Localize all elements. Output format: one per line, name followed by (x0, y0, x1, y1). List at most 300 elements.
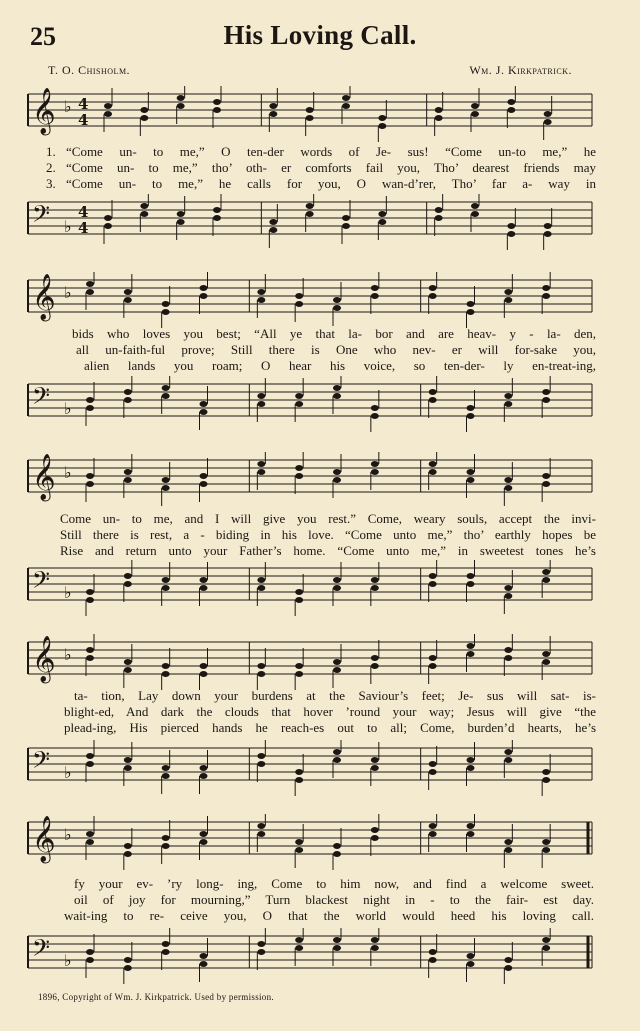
note-head (86, 405, 94, 411)
verse-number: 3. (46, 176, 56, 191)
note-head (342, 215, 350, 221)
flat-icon: ♭ (64, 825, 72, 844)
lyric-line (46, 176, 596, 192)
time-signature-top: 4 (78, 95, 89, 113)
note-head (467, 405, 475, 411)
note-head (542, 397, 550, 403)
note-head (429, 655, 437, 661)
note-head (162, 949, 170, 955)
note-head (504, 847, 512, 853)
note-head (542, 839, 550, 845)
note-head (333, 667, 341, 673)
note-head (200, 293, 208, 299)
note-head (467, 469, 475, 475)
note-head (371, 937, 379, 943)
note-head (124, 667, 132, 673)
note-head (544, 111, 552, 117)
note-head (378, 115, 386, 121)
note-head (295, 473, 303, 479)
lyric-text: ta- tion, Lay down your burdens at the Saviour’s feet; Je- sus will sat- is- (74, 688, 596, 703)
note-head (200, 285, 208, 291)
note-head (257, 823, 265, 829)
note-head (429, 581, 437, 587)
note-head (429, 949, 437, 955)
note-head (504, 839, 512, 845)
note-head (124, 659, 132, 665)
note-head (104, 215, 112, 221)
note-head (177, 95, 185, 101)
note-head (104, 111, 112, 117)
note-head (504, 297, 512, 303)
note-head (507, 223, 515, 229)
treble-staff (24, 272, 596, 328)
note-head (429, 761, 437, 767)
note-head (544, 223, 552, 229)
note-head (467, 651, 475, 657)
note-head (295, 777, 303, 783)
bass-staff (24, 194, 596, 250)
note-head (371, 285, 379, 291)
note-head (429, 573, 437, 579)
hymn-title: His Loving Call. (223, 20, 417, 50)
music-system-5 (24, 814, 596, 870)
note-head (371, 577, 379, 583)
note-head (124, 965, 132, 971)
note-head (200, 961, 208, 967)
lyric-text: Rise and return unto your Father’s home. “Come unto me,” in sweetest tones he’s (60, 543, 596, 558)
note-head (162, 773, 170, 779)
note-head (542, 651, 550, 657)
bass-staff (24, 376, 596, 432)
treble-clef-icon: 𝄞 (32, 274, 56, 320)
note-head (213, 99, 221, 105)
note-head (371, 655, 379, 661)
note-head (295, 663, 303, 669)
music-system-1-bass (24, 194, 596, 250)
treble-clef-icon: 𝄞 (32, 636, 56, 682)
note-head (504, 393, 512, 399)
note-head (507, 107, 515, 113)
note-head (542, 293, 550, 299)
note-head (104, 103, 112, 109)
note-head (295, 945, 303, 951)
note-head (257, 289, 265, 295)
note-head (140, 115, 148, 121)
note-head (371, 469, 379, 475)
note-head (467, 413, 475, 419)
note-head (162, 393, 170, 399)
note-head (124, 581, 132, 587)
treble-clef-icon: 𝄞 (32, 816, 56, 862)
note-head (333, 577, 341, 583)
note-head (177, 103, 185, 109)
note-head (507, 99, 515, 105)
note-head (124, 843, 132, 849)
note-head (429, 397, 437, 403)
note-head (333, 297, 341, 303)
bass-staff (24, 560, 596, 616)
note-head (542, 945, 550, 951)
note-head (295, 293, 303, 299)
treble-clef-icon: 𝄞 (32, 454, 56, 500)
note-head (429, 823, 437, 829)
note-head (162, 301, 170, 307)
lyric-text: “Come un- to me,” tho’ oth- er comforts fail you, Tho’ dearest friends may (66, 160, 596, 175)
note-head (471, 103, 479, 109)
note-head (162, 577, 170, 583)
note-head (200, 671, 208, 677)
lyric-line (46, 144, 596, 160)
lyric-text: “Come un- to me,” O ten-der words of Je- sus! “Come un-to me,” he (66, 144, 596, 159)
note-head (86, 397, 94, 403)
note-head (371, 835, 379, 841)
treble-clef-icon: 𝄞 (32, 88, 56, 134)
music-system-5-bass (24, 928, 596, 984)
note-head (162, 309, 170, 315)
note-head (504, 655, 512, 661)
note-head (542, 481, 550, 487)
note-head (200, 773, 208, 779)
note-head (333, 393, 341, 399)
flat-icon: ♭ (64, 97, 72, 116)
note-head (257, 585, 265, 591)
bass-staff (24, 740, 596, 796)
note-head (306, 203, 314, 209)
note-head (295, 671, 303, 677)
treble-staff (24, 452, 596, 508)
flat-icon: ♭ (64, 399, 72, 418)
time-signature-bottom: 4 (78, 219, 89, 237)
note-head (333, 469, 341, 475)
note-head (544, 231, 552, 237)
note-head (542, 847, 550, 853)
note-head (213, 215, 221, 221)
note-head (378, 211, 386, 217)
note-head (124, 289, 132, 295)
note-head (295, 301, 303, 307)
note-head (86, 839, 94, 845)
note-head (269, 227, 277, 233)
note-head (257, 831, 265, 837)
note-head (371, 585, 379, 591)
note-head (333, 385, 341, 391)
note-head (504, 585, 512, 591)
flat-icon: ♭ (64, 583, 72, 602)
note-head (124, 389, 132, 395)
note-head (86, 655, 94, 661)
note-head (467, 477, 475, 483)
note-head (467, 953, 475, 959)
note-head (86, 281, 94, 287)
lyric-line (64, 704, 596, 720)
note-head (429, 285, 437, 291)
note-head (213, 107, 221, 113)
lyrics-system-4 (64, 688, 596, 736)
note-head (333, 305, 341, 311)
note-head (257, 663, 265, 669)
lyric-line (64, 688, 596, 704)
lyric-line (60, 527, 596, 543)
treble-staff (24, 634, 596, 690)
note-head (124, 851, 132, 857)
note-head (333, 757, 341, 763)
note-head (342, 223, 350, 229)
note-head (124, 757, 132, 763)
note-head (86, 647, 94, 653)
note-head (504, 647, 512, 653)
note-head (86, 949, 94, 955)
note-head (435, 215, 443, 221)
lyric-text: blight-ed, And dark the clouds that hover ’round your way; Jesus will give “the (64, 704, 596, 719)
note-head (257, 393, 265, 399)
music-system-3-bass (24, 560, 596, 616)
note-head (295, 839, 303, 845)
treble-staff (24, 86, 596, 142)
verse-number: 2. (46, 160, 56, 175)
note-head (467, 765, 475, 771)
note-head (333, 585, 341, 591)
note-head (542, 285, 550, 291)
note-head (200, 953, 208, 959)
lyrics-system-3 (60, 511, 596, 559)
lyric-text: oil of joy for mourning,” Turn blackest night in - to the fair- est day. (74, 892, 594, 907)
note-head (200, 473, 208, 479)
flat-icon: ♭ (64, 217, 72, 236)
note-head (429, 769, 437, 775)
note-head (162, 941, 170, 947)
time-signature-top: 4 (78, 203, 89, 221)
note-head (504, 957, 512, 963)
music-system-4 (24, 634, 596, 690)
bass-clef-icon: 𝄢 (32, 382, 51, 415)
music-system-1 (24, 86, 596, 142)
note-head (200, 401, 208, 407)
note-head (435, 115, 443, 121)
note-head (467, 301, 475, 307)
note-head (86, 957, 94, 963)
note-head (124, 469, 132, 475)
note-head (86, 597, 94, 603)
note-head (429, 389, 437, 395)
verse-number: 1. (46, 144, 56, 159)
note-head (504, 593, 512, 599)
lyrics-system-1 (46, 144, 596, 192)
note-head (257, 297, 265, 303)
note-head (162, 663, 170, 669)
note-head (269, 103, 277, 109)
note-head (467, 961, 475, 967)
note-head (333, 945, 341, 951)
composer-credit: Wm. J. Kirkpatrick. (469, 63, 572, 77)
lyrics-system-2 (46, 326, 596, 374)
note-head (257, 671, 265, 677)
lyric-text: plead-ing, His pierced hands he reach-es out to all; Come, burden’d hearts, he’s (64, 720, 596, 735)
lyric-line (46, 358, 596, 374)
note-head (162, 835, 170, 841)
note-head (86, 753, 94, 759)
note-head (429, 293, 437, 299)
note-head (467, 823, 475, 829)
note-head (306, 211, 314, 217)
music-system-4-bass (24, 740, 596, 796)
note-head (371, 663, 379, 669)
note-head (257, 941, 265, 947)
note-head (542, 569, 550, 575)
lyric-text: fy your ev- ’ry long- ing, Come to him now, and find a welcome sweet. (74, 876, 594, 891)
note-head (467, 573, 475, 579)
note-head (542, 769, 550, 775)
note-head (295, 769, 303, 775)
page-number: 25 (30, 22, 56, 51)
note-head (371, 405, 379, 411)
note-head (200, 409, 208, 415)
note-head (542, 777, 550, 783)
note-head (162, 477, 170, 483)
flat-icon: ♭ (64, 763, 72, 782)
note-head (162, 385, 170, 391)
note-head (86, 481, 94, 487)
note-head (213, 207, 221, 213)
flat-icon: ♭ (64, 463, 72, 482)
note-head (200, 585, 208, 591)
note-head (86, 831, 94, 837)
note-head (257, 949, 265, 955)
lyric-text: Come un- to me, and I will give you rest.” Come, weary souls, accept the invi- (60, 511, 596, 526)
note-head (124, 477, 132, 483)
note-head (542, 389, 550, 395)
note-head (333, 749, 341, 755)
note-head (333, 659, 341, 665)
note-head (504, 401, 512, 407)
note-head (467, 831, 475, 837)
note-head (371, 945, 379, 951)
note-head (86, 761, 94, 767)
note-head (371, 413, 379, 419)
lyric-line (60, 511, 596, 527)
note-head (467, 757, 475, 763)
lyric-line (64, 908, 594, 924)
note-head (295, 847, 303, 853)
lyric-text: alien lands you roam; O hear his voice, so ten-der- ly en-treat-ing, (84, 358, 596, 373)
note-head (371, 765, 379, 771)
note-head (504, 965, 512, 971)
flat-icon: ♭ (64, 283, 72, 302)
note-head (295, 401, 303, 407)
note-head (200, 765, 208, 771)
note-head (507, 231, 515, 237)
note-head (333, 937, 341, 943)
note-head (371, 461, 379, 467)
note-head (177, 211, 185, 217)
note-head (471, 211, 479, 217)
note-head (200, 663, 208, 669)
flat-icon: ♭ (64, 645, 72, 664)
note-head (542, 937, 550, 943)
lyric-text: all un-faith-ful prove; Still there is One who nev- er will for-sake you, (76, 342, 596, 357)
bass-staff (24, 928, 596, 984)
music-system-2 (24, 272, 596, 328)
lyric-text: bids who loves you best; “All ye that la- bor and are heav- y - la- den, (72, 326, 596, 341)
lyric-line (46, 342, 596, 358)
note-head (200, 577, 208, 583)
note-head (378, 219, 386, 225)
lyric-line (64, 720, 596, 736)
note-head (333, 843, 341, 849)
note-head (162, 485, 170, 491)
note-head (295, 465, 303, 471)
note-head (429, 469, 437, 475)
note-head (504, 485, 512, 491)
note-head (257, 401, 265, 407)
note-head (86, 589, 94, 595)
note-head (124, 573, 132, 579)
bass-clef-icon: 𝄢 (32, 934, 51, 967)
note-head (306, 107, 314, 113)
note-head (429, 957, 437, 963)
note-head (295, 589, 303, 595)
note-head (435, 207, 443, 213)
note-head (269, 219, 277, 225)
note-head (124, 397, 132, 403)
note-head (544, 119, 552, 125)
note-head (333, 477, 341, 483)
lyric-text: wait-ing to re- ceive you, O that the world would heed his loving call. (64, 908, 594, 923)
note-head (295, 393, 303, 399)
note-head (140, 203, 148, 209)
note-head (429, 461, 437, 467)
note-head (333, 851, 341, 857)
note-head (162, 671, 170, 677)
note-head (504, 749, 512, 755)
flat-icon: ♭ (64, 951, 72, 970)
note-head (342, 103, 350, 109)
lyrics-system-5 (64, 876, 594, 924)
note-head (200, 839, 208, 845)
bass-clef-icon: 𝄢 (32, 566, 51, 599)
note-head (504, 477, 512, 483)
note-head (124, 297, 132, 303)
note-head (257, 761, 265, 767)
note-head (177, 219, 185, 225)
note-head (295, 937, 303, 943)
note-head (200, 481, 208, 487)
note-head (257, 577, 265, 583)
note-head (124, 957, 132, 963)
copyright-notice: 1896, Copyright of Wm. J. Kirkpatrick. Used by permission. (38, 992, 274, 1002)
lyric-text: Still there is rest, a - biding in his love. “Come unto me,” tho’ earthly hopes be (60, 527, 596, 542)
note-head (429, 663, 437, 669)
note-head (269, 111, 277, 117)
note-head (542, 659, 550, 665)
note-head (104, 223, 112, 229)
note-head (371, 757, 379, 763)
treble-staff (24, 814, 596, 870)
note-head (257, 753, 265, 759)
note-head (371, 827, 379, 833)
note-head (342, 95, 350, 101)
time-signature-bottom: 4 (78, 111, 89, 129)
bass-clef-icon: 𝄢 (32, 746, 51, 779)
note-head (162, 765, 170, 771)
note-head (378, 123, 386, 129)
note-head (257, 461, 265, 467)
note-head (467, 309, 475, 315)
note-head (140, 107, 148, 113)
note-head (471, 203, 479, 209)
note-head (124, 765, 132, 771)
lyric-line (46, 326, 596, 342)
lyric-line (64, 876, 594, 892)
